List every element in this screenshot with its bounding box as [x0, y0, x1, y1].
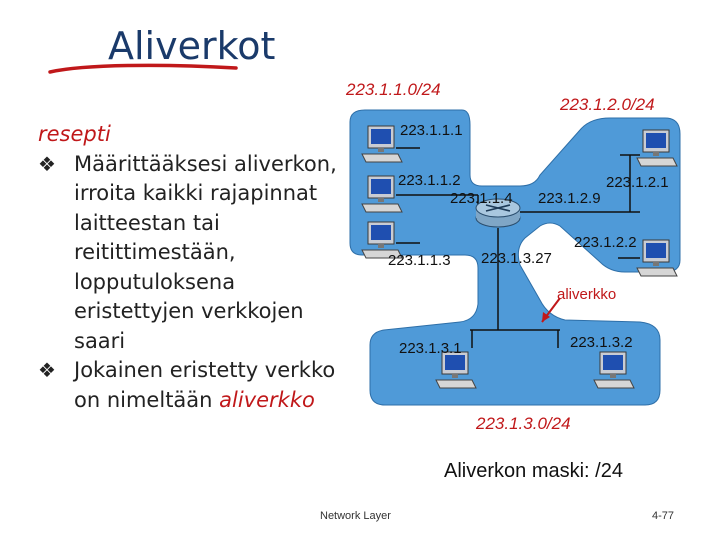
- router-interface-label: 223.1.3.27: [481, 250, 552, 267]
- host-address-label: 223.1.1.1: [400, 122, 463, 139]
- network-label-1: 223.1.1.0/24: [346, 80, 441, 99]
- host-address-label: 223.1.3.2: [570, 334, 633, 351]
- network-label-3: 223.1.3.0/24: [476, 414, 571, 433]
- footer-slide-number: 4-77: [652, 510, 675, 522]
- slide-title: Aliverkot: [108, 24, 276, 68]
- router-interface-label: 223.1.2.9: [538, 190, 601, 207]
- subnet-mask-label: Aliverkon maski: /24: [444, 460, 623, 482]
- subnet-callout-label: aliverkko: [557, 286, 617, 303]
- bullet-text-1: Määrittääksesi aliverkon, irroita kaikki rajapinnat laitteestan tai reitittimestään, lopputuloksena eristettyjen verkkojen saari: [74, 151, 337, 353]
- host-address-label: 223.1.1.2: [398, 172, 461, 189]
- network-label-2: 223.1.2.0/24: [560, 95, 655, 114]
- bullet-text-2: Jokainen eristetty verkko on nimeltään: [74, 358, 336, 412]
- router-interface-label: 223.1.1.4: [450, 190, 513, 207]
- footer-section-title: Network Layer: [320, 510, 391, 522]
- recipe-heading: resepti: [38, 122, 111, 146]
- diamond-bullet-icon: ❖: [38, 358, 56, 382]
- host-address-label: 223.1.2.2: [574, 234, 637, 251]
- host-address-label: 223.1.1.3: [388, 252, 451, 269]
- bullet-term: aliverkko: [219, 387, 315, 412]
- host-address-label: 223.1.3.1: [399, 340, 462, 357]
- diamond-bullet-icon: ❖: [38, 151, 56, 176]
- host-address-label: 223.1.2.1: [606, 174, 669, 191]
